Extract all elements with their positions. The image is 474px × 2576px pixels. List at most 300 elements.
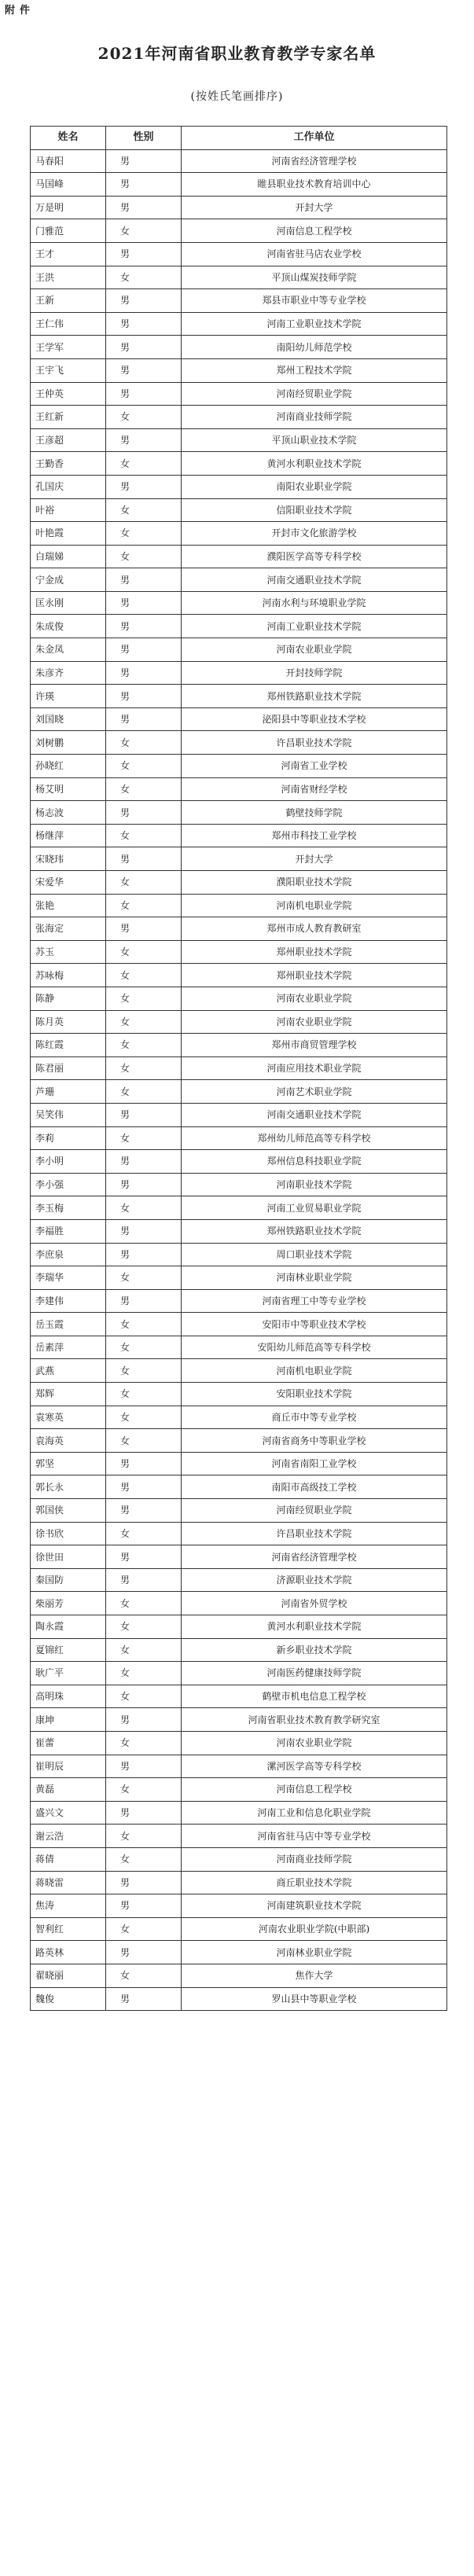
cell-unit: 河南农业职业学院 bbox=[182, 987, 447, 1010]
table-row bbox=[31, 242, 447, 266]
cell-unit: 焦作大学 bbox=[182, 1964, 447, 1987]
table-row bbox=[31, 1941, 447, 1964]
cell-gender: 男 bbox=[106, 1243, 182, 1266]
table-row bbox=[31, 801, 447, 825]
table-row bbox=[31, 312, 447, 336]
cell-gender: 男 bbox=[106, 196, 182, 219]
cell-unit: 许昌职业技术学院 bbox=[182, 1522, 447, 1545]
cell-unit: 平顶山煤炭技师学院 bbox=[182, 266, 447, 289]
cell-unit: 开封技师学院 bbox=[182, 661, 447, 685]
cell-unit: 河南省驻马店农业学校 bbox=[182, 242, 447, 266]
table-row bbox=[31, 149, 447, 173]
cell-unit: 濮阳医学高等专科学校 bbox=[182, 545, 447, 568]
cell-gender: 女 bbox=[106, 1266, 182, 1290]
cell-name: 李玉梅 bbox=[31, 1196, 106, 1220]
cell-unit: 濮阳职业技术学院 bbox=[182, 871, 447, 895]
cell-name: 李小强 bbox=[31, 1173, 106, 1196]
cell-name: 崔蕾 bbox=[31, 1731, 106, 1755]
cell-name: 柴丽芳 bbox=[31, 1592, 106, 1615]
table-row bbox=[31, 1313, 447, 1336]
cell-unit: 河南省工业学校 bbox=[182, 755, 447, 778]
table-row bbox=[31, 1359, 447, 1383]
cell-name: 陈月英 bbox=[31, 1010, 106, 1034]
cell-gender: 男 bbox=[106, 1755, 182, 1778]
cell-name: 苏玉 bbox=[31, 940, 106, 964]
cell-gender: 男 bbox=[106, 615, 182, 638]
table-row bbox=[31, 1196, 447, 1220]
cell-unit: 河南农业职业学院 bbox=[182, 638, 447, 662]
cell-gender: 男 bbox=[106, 1173, 182, 1196]
cell-gender: 女 bbox=[106, 1406, 182, 1429]
cell-name: 蒋晓雷 bbox=[31, 1871, 106, 1894]
cell-unit: 河南经贸职业学院 bbox=[182, 382, 447, 406]
cell-name: 王才 bbox=[31, 242, 106, 266]
table-row bbox=[31, 1266, 447, 1290]
cell-gender: 女 bbox=[106, 1429, 182, 1453]
header-name: 姓名 bbox=[31, 127, 106, 150]
table-row bbox=[31, 1755, 447, 1778]
cell-name: 门雅范 bbox=[31, 219, 106, 243]
cell-gender: 男 bbox=[106, 661, 182, 685]
cell-gender: 女 bbox=[106, 1010, 182, 1034]
cell-unit: 河南农业职业学院 bbox=[182, 1731, 447, 1755]
cell-gender: 男 bbox=[106, 1499, 182, 1523]
cell-name: 万是明 bbox=[31, 196, 106, 219]
cell-unit: 郑州铁路职业技术学院 bbox=[182, 685, 447, 708]
cell-unit: 河南工业贸易职业学院 bbox=[182, 1196, 447, 1220]
table-row bbox=[31, 1917, 447, 1941]
cell-unit: 信阳职业技术学院 bbox=[182, 498, 447, 522]
cell-name: 王仁伟 bbox=[31, 312, 106, 336]
cell-gender: 女 bbox=[106, 1731, 182, 1755]
cell-name: 杨继萍 bbox=[31, 824, 106, 847]
cell-name: 高明珠 bbox=[31, 1685, 106, 1708]
table-row bbox=[31, 498, 447, 522]
cell-gender: 女 bbox=[106, 522, 182, 546]
cell-name: 徐书欣 bbox=[31, 1522, 106, 1545]
table-row bbox=[31, 1475, 447, 1499]
cell-gender: 女 bbox=[106, 1313, 182, 1336]
table-row bbox=[31, 1545, 447, 1569]
cell-name: 李建伟 bbox=[31, 1289, 106, 1313]
table-row bbox=[31, 173, 447, 197]
table-row bbox=[31, 1778, 447, 1802]
table-row bbox=[31, 755, 447, 778]
table-row bbox=[31, 1894, 447, 1918]
table-row bbox=[31, 289, 447, 313]
cell-unit: 河南信息工程学校 bbox=[182, 1778, 447, 1802]
cell-name: 杨艾明 bbox=[31, 777, 106, 801]
cell-unit: 平顶山职业技术学院 bbox=[182, 428, 447, 452]
cell-gender: 女 bbox=[106, 1685, 182, 1708]
cell-name: 康坤 bbox=[31, 1708, 106, 1732]
cell-unit: 许昌职业技术学院 bbox=[182, 731, 447, 755]
table-row bbox=[31, 336, 447, 359]
table-row bbox=[31, 1568, 447, 1592]
table-row bbox=[31, 1406, 447, 1429]
cell-name: 袁寒英 bbox=[31, 1406, 106, 1429]
table-row bbox=[31, 1452, 447, 1475]
table-row bbox=[31, 1499, 447, 1523]
table-row bbox=[31, 1801, 447, 1825]
cell-unit: 河南农业职业学院(中职部) bbox=[182, 1917, 447, 1941]
table-header-row bbox=[31, 127, 447, 150]
cell-gender: 女 bbox=[106, 1126, 182, 1150]
cell-gender: 男 bbox=[106, 917, 182, 941]
cell-name: 魏俊 bbox=[31, 1987, 106, 2011]
cell-name: 郭国侠 bbox=[31, 1499, 106, 1523]
cell-gender: 女 bbox=[106, 266, 182, 289]
cell-name: 陈君丽 bbox=[31, 1056, 106, 1080]
cell-gender: 男 bbox=[106, 568, 182, 592]
table-row bbox=[31, 824, 447, 847]
cell-name: 王洪 bbox=[31, 266, 106, 289]
table-row bbox=[31, 638, 447, 662]
table-row bbox=[31, 871, 447, 895]
table-row bbox=[31, 545, 447, 568]
cell-name: 宁金成 bbox=[31, 568, 106, 592]
table-row bbox=[31, 219, 447, 243]
cell-unit: 郑州工程技术学院 bbox=[182, 358, 447, 382]
cell-name: 郭坚 bbox=[31, 1452, 106, 1475]
cell-name: 谢云浩 bbox=[31, 1825, 106, 1848]
cell-unit: 安阳市中等职业技术学校 bbox=[182, 1313, 447, 1336]
cell-name: 陈红霞 bbox=[31, 1034, 106, 1057]
cell-gender: 男 bbox=[106, 1801, 182, 1825]
cell-unit: 河南交通职业技术学院 bbox=[182, 568, 447, 592]
table-row bbox=[31, 1871, 447, 1894]
cell-unit: 河南机电职业学院 bbox=[182, 894, 447, 917]
cell-unit: 河南农业职业学院 bbox=[182, 1010, 447, 1034]
table-row bbox=[31, 1522, 447, 1545]
table-row bbox=[31, 266, 447, 289]
cell-name: 李莉 bbox=[31, 1126, 106, 1150]
document-subtitle: (按姓氏笔画排序) bbox=[190, 90, 284, 103]
cell-name: 刘国晓 bbox=[31, 707, 106, 731]
cell-unit: 河南省南阳工业学校 bbox=[182, 1452, 447, 1475]
cell-gender: 女 bbox=[106, 1196, 182, 1220]
cell-gender: 男 bbox=[106, 289, 182, 313]
cell-gender: 女 bbox=[106, 731, 182, 755]
cell-name: 王红新 bbox=[31, 406, 106, 429]
cell-gender: 男 bbox=[106, 358, 182, 382]
cell-name: 杨志波 bbox=[31, 801, 106, 825]
cell-name: 马春阳 bbox=[31, 149, 106, 173]
cell-unit: 河南建筑职业技术学院 bbox=[182, 1894, 447, 1918]
cell-unit: 郑州铁路职业技术学院 bbox=[182, 1219, 447, 1243]
cell-gender: 女 bbox=[106, 755, 182, 778]
cell-name: 马国峰 bbox=[31, 173, 106, 197]
cell-unit: 河南水利与环境职业学院 bbox=[182, 591, 447, 615]
cell-name: 匡永刚 bbox=[31, 591, 106, 615]
cell-unit: 郑州市成人教育教研室 bbox=[182, 917, 447, 941]
cell-gender: 女 bbox=[106, 964, 182, 987]
cell-gender: 男 bbox=[106, 1941, 182, 1964]
cell-name: 智利红 bbox=[31, 1917, 106, 1941]
cell-gender: 男 bbox=[106, 707, 182, 731]
cell-unit: 南阳幼儿师范学校 bbox=[182, 336, 447, 359]
cell-unit: 安阳幼儿师范高等专科学校 bbox=[182, 1336, 447, 1359]
table-row bbox=[31, 1173, 447, 1196]
cell-name: 武燕 bbox=[31, 1359, 106, 1383]
cell-unit: 郑州市商贸管理学校 bbox=[182, 1034, 447, 1057]
cell-gender: 女 bbox=[106, 987, 182, 1010]
cell-gender: 男 bbox=[106, 1150, 182, 1174]
cell-name: 耿广平 bbox=[31, 1662, 106, 1685]
cell-gender: 女 bbox=[106, 1662, 182, 1685]
table-row bbox=[31, 615, 447, 638]
cell-gender: 男 bbox=[106, 1219, 182, 1243]
table-row bbox=[31, 847, 447, 871]
cell-unit: 河南应用技术职业学院 bbox=[182, 1056, 447, 1080]
cell-gender: 女 bbox=[106, 1592, 182, 1615]
cell-gender: 男 bbox=[106, 1545, 182, 1569]
cell-unit: 漯河医学高等专科学校 bbox=[182, 1755, 447, 1778]
cell-unit: 河南交通职业技术学院 bbox=[182, 1103, 447, 1126]
cell-gender: 女 bbox=[106, 1847, 182, 1871]
cell-name: 朱金凤 bbox=[31, 638, 106, 662]
table-row bbox=[31, 1383, 447, 1406]
cell-gender: 女 bbox=[106, 940, 182, 964]
cell-name: 李庶泉 bbox=[31, 1243, 106, 1266]
cell-name: 李小明 bbox=[31, 1150, 106, 1174]
cell-gender: 女 bbox=[106, 219, 182, 243]
cell-name: 芦珊 bbox=[31, 1080, 106, 1104]
table-row bbox=[31, 777, 447, 801]
cell-unit: 河南林业职业学院 bbox=[182, 1941, 447, 1964]
cell-name: 孔国庆 bbox=[31, 475, 106, 498]
cell-name: 袁海英 bbox=[31, 1429, 106, 1453]
cell-unit: 河南商业技师学院 bbox=[182, 406, 447, 429]
cell-unit: 睢县职业技术教育培训中心 bbox=[182, 173, 447, 197]
cell-name: 夏锦红 bbox=[31, 1638, 106, 1662]
cell-unit: 河南经贸职业学院 bbox=[182, 1499, 447, 1523]
cell-unit: 河南林业职业学院 bbox=[182, 1266, 447, 1290]
cell-name: 翟晓丽 bbox=[31, 1964, 106, 1987]
cell-name: 吴笑伟 bbox=[31, 1103, 106, 1126]
table-row bbox=[31, 661, 447, 685]
table-row bbox=[31, 1080, 447, 1104]
cell-unit: 河南省经济管理学校 bbox=[182, 149, 447, 173]
cell-unit: 河南职业技术学院 bbox=[182, 1173, 447, 1196]
table-row bbox=[31, 940, 447, 964]
cell-name: 崔明辰 bbox=[31, 1755, 106, 1778]
cell-name: 王勤香 bbox=[31, 452, 106, 476]
cell-gender: 女 bbox=[106, 1964, 182, 1987]
cell-unit: 郑州职业技术学院 bbox=[182, 940, 447, 964]
cell-unit: 郑州幼儿师范高等专科学校 bbox=[182, 1126, 447, 1150]
cell-gender: 女 bbox=[106, 1615, 182, 1639]
cell-gender: 女 bbox=[106, 1336, 182, 1359]
cell-gender: 男 bbox=[106, 847, 182, 871]
cell-name: 盛兴文 bbox=[31, 1801, 106, 1825]
table-row bbox=[31, 452, 447, 476]
cell-name: 李福胜 bbox=[31, 1219, 106, 1243]
cell-name: 郑辉 bbox=[31, 1383, 106, 1406]
cell-name: 苏咏梅 bbox=[31, 964, 106, 987]
cell-name: 蒋倩 bbox=[31, 1847, 106, 1871]
table-row bbox=[31, 731, 447, 755]
cell-unit: 郑州市科技工业学校 bbox=[182, 824, 447, 847]
cell-unit: 河南工业职业技术学院 bbox=[182, 615, 447, 638]
cell-gender: 男 bbox=[106, 428, 182, 452]
cell-name: 张海定 bbox=[31, 917, 106, 941]
cell-name: 许瑛 bbox=[31, 685, 106, 708]
cell-gender: 女 bbox=[106, 1825, 182, 1848]
cell-unit: 开封大学 bbox=[182, 847, 447, 871]
cell-name: 黄磊 bbox=[31, 1778, 106, 1802]
cell-gender: 男 bbox=[106, 1568, 182, 1592]
cell-gender: 女 bbox=[106, 1080, 182, 1104]
cell-gender: 女 bbox=[106, 1359, 182, 1383]
cell-name: 李瑞华 bbox=[31, 1266, 106, 1290]
table-row bbox=[31, 196, 447, 219]
cell-unit: 周口职业技术学院 bbox=[182, 1243, 447, 1266]
cell-unit: 商丘市中等专业学校 bbox=[182, 1406, 447, 1429]
table-row bbox=[31, 685, 447, 708]
cell-unit: 开封市文化旅游学校 bbox=[182, 522, 447, 546]
cell-gender: 男 bbox=[106, 336, 182, 359]
table-row bbox=[31, 382, 447, 406]
table-row bbox=[31, 1615, 447, 1639]
cell-unit: 南阳市高级技工学校 bbox=[182, 1475, 447, 1499]
table-row bbox=[31, 1987, 447, 2011]
cell-gender: 女 bbox=[106, 1778, 182, 1802]
cell-name: 陶永霞 bbox=[31, 1615, 106, 1639]
cell-unit: 河南省财经学校 bbox=[182, 777, 447, 801]
cell-unit: 南阳农业职业学院 bbox=[182, 475, 447, 498]
cell-unit: 开封大学 bbox=[182, 196, 447, 219]
table-row bbox=[31, 568, 447, 592]
cell-name: 王学军 bbox=[31, 336, 106, 359]
cell-name: 王宇飞 bbox=[31, 358, 106, 382]
cell-unit: 河南省经济管理学校 bbox=[182, 1545, 447, 1569]
table-row bbox=[31, 1219, 447, 1243]
cell-name: 焦涛 bbox=[31, 1894, 106, 1918]
cell-gender: 男 bbox=[106, 1103, 182, 1126]
table-row bbox=[31, 1685, 447, 1708]
table-row bbox=[31, 1056, 447, 1080]
table-row bbox=[31, 1825, 447, 1848]
cell-gender: 男 bbox=[106, 591, 182, 615]
cell-name: 张艳 bbox=[31, 894, 106, 917]
table-row bbox=[31, 1126, 447, 1150]
cell-name: 王彦超 bbox=[31, 428, 106, 452]
table-row bbox=[31, 1429, 447, 1453]
cell-name: 陈静 bbox=[31, 987, 106, 1010]
cell-unit: 河南艺术职业学院 bbox=[182, 1080, 447, 1104]
document-title: 2021年河南省职业教育教学专家名单 bbox=[97, 44, 377, 63]
table-row bbox=[31, 987, 447, 1010]
cell-unit: 黄河水利职业技术学院 bbox=[182, 452, 447, 476]
cell-unit: 安阳职业技术学院 bbox=[182, 1383, 447, 1406]
cell-name: 岳素萍 bbox=[31, 1336, 106, 1359]
cell-name: 王新 bbox=[31, 289, 106, 313]
cell-gender: 男 bbox=[106, 1871, 182, 1894]
cell-unit: 泌阳县中等职业技术学校 bbox=[182, 707, 447, 731]
table-row bbox=[31, 1638, 447, 1662]
cell-gender: 男 bbox=[106, 1987, 182, 2011]
expert-list-table bbox=[30, 126, 447, 2011]
cell-name: 王仲英 bbox=[31, 382, 106, 406]
cell-unit: 鹤壁市机电信息工程学校 bbox=[182, 1685, 447, 1708]
cell-gender: 女 bbox=[106, 777, 182, 801]
table-row bbox=[31, 1010, 447, 1034]
cell-unit: 黄河水利职业技术学院 bbox=[182, 1615, 447, 1639]
table-row bbox=[31, 1034, 447, 1057]
cell-gender: 女 bbox=[106, 1917, 182, 1941]
cell-unit: 河南工业和信息化职业学院 bbox=[182, 1801, 447, 1825]
cell-gender: 男 bbox=[106, 382, 182, 406]
header-gender: 性别 bbox=[106, 127, 182, 150]
cell-gender: 女 bbox=[106, 498, 182, 522]
table-row bbox=[31, 1662, 447, 1685]
cell-name: 刘树鹏 bbox=[31, 731, 106, 755]
cell-gender: 男 bbox=[106, 1475, 182, 1499]
table-row bbox=[31, 894, 447, 917]
cell-unit: 河南省商务中等职业学校 bbox=[182, 1429, 447, 1453]
cell-unit: 河南医药健康技师学院 bbox=[182, 1662, 447, 1685]
cell-unit: 郑州信息科技职业学院 bbox=[182, 1150, 447, 1174]
cell-name: 叶艳霞 bbox=[31, 522, 106, 546]
table-row bbox=[31, 707, 447, 731]
cell-gender: 男 bbox=[106, 638, 182, 662]
cell-name: 秦国防 bbox=[31, 1568, 106, 1592]
table-row bbox=[31, 591, 447, 615]
cell-name: 宋爱华 bbox=[31, 871, 106, 895]
cell-unit: 商丘职业技术学院 bbox=[182, 1871, 447, 1894]
table-row bbox=[31, 1592, 447, 1615]
table-row bbox=[31, 964, 447, 987]
table-row bbox=[31, 522, 447, 546]
cell-gender: 男 bbox=[106, 1289, 182, 1313]
cell-gender: 男 bbox=[106, 1708, 182, 1732]
attachment-label: 附件 bbox=[5, 5, 35, 17]
cell-unit: 新乡职业技术学院 bbox=[182, 1638, 447, 1662]
cell-unit: 济源职业技术学院 bbox=[182, 1568, 447, 1592]
cell-unit: 河南工业职业技术学院 bbox=[182, 312, 447, 336]
cell-unit: 河南省外贸学校 bbox=[182, 1592, 447, 1615]
cell-name: 郭长永 bbox=[31, 1475, 106, 1499]
cell-gender: 男 bbox=[106, 312, 182, 336]
table-row bbox=[31, 358, 447, 382]
cell-gender: 男 bbox=[106, 801, 182, 825]
cell-unit: 鹤壁技师学院 bbox=[182, 801, 447, 825]
cell-gender: 男 bbox=[106, 475, 182, 498]
cell-name: 徐世田 bbox=[31, 1545, 106, 1569]
cell-gender: 女 bbox=[106, 1034, 182, 1057]
table-row bbox=[31, 1731, 447, 1755]
table-row bbox=[31, 428, 447, 452]
cell-unit: 河南机电职业学院 bbox=[182, 1359, 447, 1383]
cell-gender: 男 bbox=[106, 1452, 182, 1475]
table-row bbox=[31, 475, 447, 498]
cell-gender: 女 bbox=[106, 406, 182, 429]
table-row bbox=[31, 1336, 447, 1359]
table-row bbox=[31, 406, 447, 429]
cell-unit: 郑州职业技术学院 bbox=[182, 964, 447, 987]
cell-gender: 女 bbox=[106, 1383, 182, 1406]
cell-gender: 男 bbox=[106, 242, 182, 266]
cell-unit: 河南省驻马店中等专业学校 bbox=[182, 1825, 447, 1848]
cell-gender: 女 bbox=[106, 894, 182, 917]
table-row bbox=[31, 1847, 447, 1871]
cell-name: 朱成俊 bbox=[31, 615, 106, 638]
cell-gender: 女 bbox=[106, 824, 182, 847]
cell-unit: 河南省职业技术教育教学研究室 bbox=[182, 1708, 447, 1732]
cell-gender: 女 bbox=[106, 545, 182, 568]
cell-gender: 女 bbox=[106, 452, 182, 476]
